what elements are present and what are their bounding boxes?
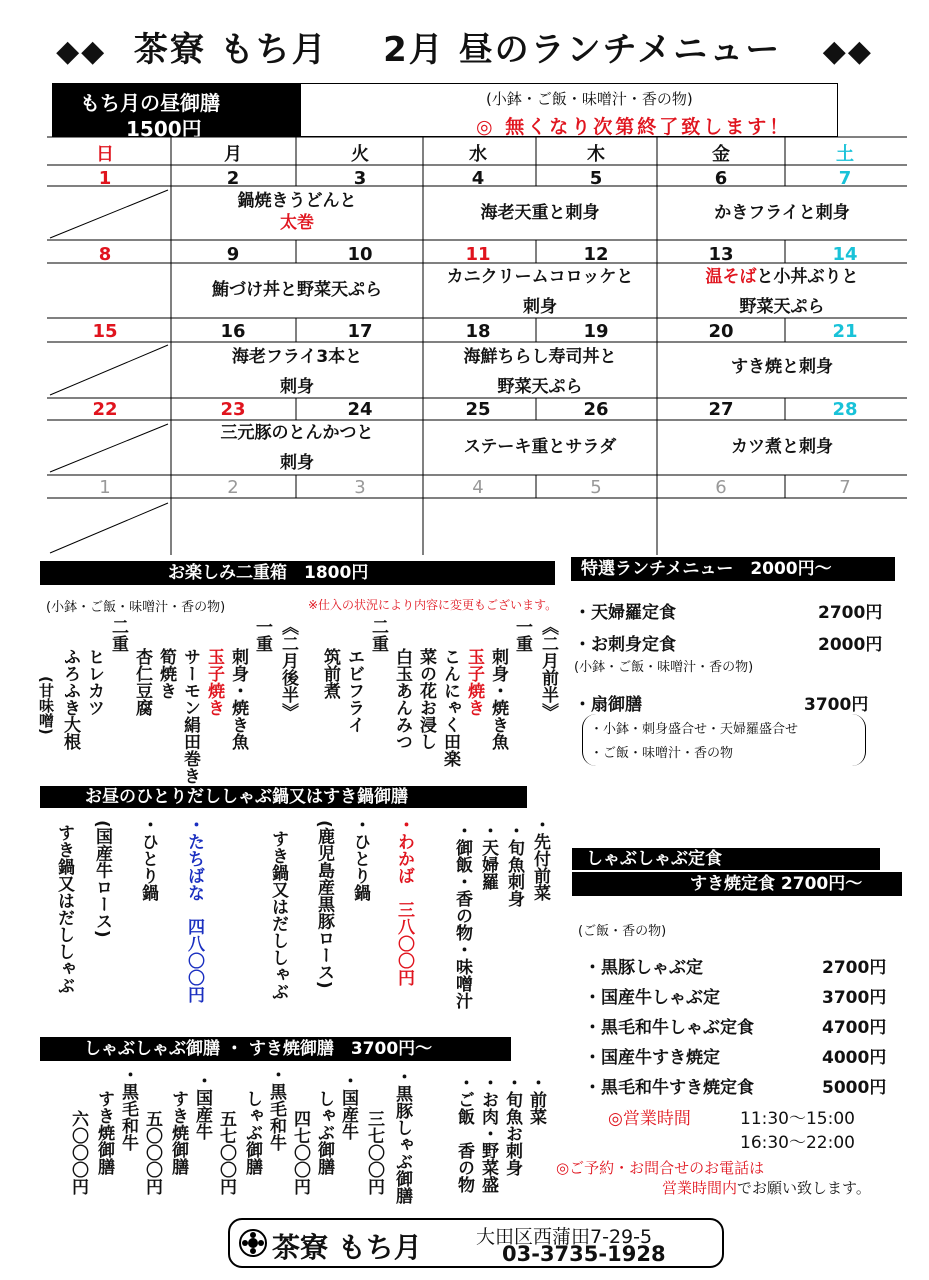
shabu-item-name: ・国産牛すき焼定 [584,1048,720,1068]
day-number: 19 [583,321,609,342]
day-number: 22 [92,399,118,420]
shabu-item-price: 2700円 [822,958,887,978]
meal-week2-monday: 鮪づけ丼と野菜天ぷら [212,280,382,300]
day-number: 1 [98,168,112,189]
weekday-mon: 月 [224,144,242,165]
jubako-note: ※仕入の状況により内容に変更もございます。 [308,598,558,612]
jubako-first-half-ni: 二重 [368,618,388,652]
jubako-item: 玉子焼き [464,648,484,716]
lunch-includes: (小鉢・ご飯・味噌汁・香の物) [486,90,693,108]
meal-line: 野菜天ぷら [739,297,825,317]
meal-week4-friday: カツ煮と刺身 [731,437,833,457]
hitori-item: ・御飯・香の物・味噌汁 [452,822,472,1009]
jubako-item: 杏仁豆腐 [132,648,152,716]
meal-line: 野菜天ぷら [497,377,583,397]
day-number: 6 [715,477,727,498]
day-number: 20 [708,321,734,342]
day-number: 9 [226,244,240,265]
hitori-item: (国産牛ロース) [92,820,112,938]
day-number: 28 [832,399,858,420]
day-number: 12 [583,244,609,265]
shabu-includes: (ご飯・香の物) [578,924,667,939]
title-diamonds-left: ◆◆ [56,34,107,69]
meal-week3-wednesday [423,342,657,402]
meal-line: 温そば [705,267,757,287]
footer-store-name [272,1226,422,1266]
hitori-title: お昼のひとりだししゃぶ鍋又はすき鍋御膳 [40,786,527,808]
footer-box [228,1218,724,1268]
hitori-item: すき鍋又はだししゃぶ [268,830,288,1000]
gozen-item: しゃぶ御膳 [314,1090,334,1175]
special-item-price: 2000円 [818,635,883,655]
jubako-item: ヒレカツ [84,648,104,716]
gozen-item: ・ご飯 香の物 [454,1074,474,1193]
day-number: 5 [590,477,602,498]
meal-line: カニクリームコロッケと [446,267,634,287]
day-number: 8 [98,244,112,265]
shabu-item-price: 4000円 [822,1048,887,1068]
jubako-item: 刺身・焼き魚 [488,648,508,750]
gozen-price: 四七〇〇円 [290,1110,310,1195]
special-item-name: ・天婦羅定食 [574,603,676,623]
jubako-includes: (小鉢・ご飯・味噌汁・香の物) [46,600,226,615]
hitori-item: (鹿児島産黒豚ロース) [314,820,334,989]
shabu-item-name: ・黒毛和牛すき焼定食 [584,1078,754,1098]
day-number: 18 [465,321,491,342]
jubako-item: 白玉あんみつ [392,648,412,750]
shabu-item-name: ・黒毛和牛しゃぶ定食 [584,1018,754,1038]
jubako-first-half-ichi: 一重 [512,618,532,652]
weekday-sat: 土 [836,144,854,165]
hitori-item: ・天婦羅 [478,822,498,890]
meal-line: 海老フライ3本と [231,347,363,367]
jubako-item: 玉子焼き [204,648,224,716]
weekday-fri: 金 [712,144,730,165]
special-ogi-note: ・小鉢・刺身盛合せ・天婦羅盛合せ [590,722,799,737]
day-number: 16 [220,321,246,342]
reserve-rest: でお願い致します。 [737,1179,871,1197]
gozen-item: すき焼御膳 [168,1090,188,1175]
jubako-item: ふろふき大根 [60,648,80,750]
hitori-item: ・ひとり鍋 [350,816,370,901]
gozen-item: ・黒毛和牛 [266,1066,286,1151]
day-number: 21 [832,321,858,342]
special-ogi-note: ・ご飯・味噌汁・香の物 [590,746,734,761]
shabu-item-price: 4700円 [822,1018,887,1038]
gozen-item: ・国産牛 [192,1072,212,1140]
footer-logo-text: 茶寮 [272,1231,329,1264]
reserve-line2 [662,1177,871,1198]
day-number: 14 [832,244,858,265]
gozen-price: 六〇〇〇円 [68,1110,88,1195]
weekday-wed: 水 [469,144,487,165]
meal-line: 刺身 [280,377,314,397]
jubako-item: 菜の花お浸し [416,648,436,750]
day-number: 7 [839,477,851,498]
meal-week1-wednesday: 海老天重と刺身 [480,203,600,223]
meal-week4-monday [171,418,423,478]
meal-line: 鍋焼きうどんと [237,191,357,211]
meal-week3-monday [171,342,423,402]
day-number: 2 [227,477,239,498]
weekday-sun: 日 [96,144,114,165]
day-number: 11 [465,244,491,265]
shabu-item-price: 5000円 [822,1078,887,1098]
shabu-item-name: ・国産牛しゃぶ定 [584,988,720,1008]
day-number: 5 [589,168,603,189]
gozen-price: 三七〇〇円 [364,1110,384,1195]
reserve-line1: ◎ご予約・お問合せのお電話は [556,1159,765,1177]
day-number: 23 [220,399,246,420]
gozen-item: すき焼御膳 [94,1090,114,1175]
hours-lunch: 11:30～15:00 [740,1109,855,1129]
day-number: 6 [714,168,728,189]
meal-line: 海鮮ちらし寿司丼と [463,347,617,367]
gozen-item: ・黒毛和牛 [118,1066,138,1151]
shabu-item-name: ・黒豚しゃぶ定 [584,958,703,978]
day-number: 17 [347,321,373,342]
jubako-first-half-label: 《二月前半》 [538,618,558,720]
special-item-price: 2700円 [818,603,883,623]
hours-label: ◎営業時間 [608,1109,691,1129]
special-item-name: ・お刺身定食 [574,635,676,655]
jubako-item: 筍焼き [156,648,176,699]
jubako-item: こんにゃく田楽 [440,648,460,767]
day-number: 13 [708,244,734,265]
day-number: 2 [226,168,240,189]
meal-line: 刺身 [280,453,314,473]
footer-phone: 03-3735-1928 [502,1242,666,1266]
lunch-notice: ◎ 無くなり次第終了致します！ [476,116,792,138]
gozen-item: ・旬魚お刺身 [502,1074,522,1176]
meal-week4-wednesday: ステーキ重とサラダ [463,437,617,457]
meal-line: 太巻 [280,213,314,233]
day-number: 1 [99,477,111,498]
jubako-item: 筑前煮 [320,648,340,699]
lunch-price: 1500円 [126,117,202,141]
jubako-item: サーモン絹田巻き [180,648,200,784]
jubako-item: 刺身・焼き魚 [228,648,248,750]
day-number: 26 [583,399,609,420]
day-number: 24 [347,399,373,420]
jubako-item: エビフライ [344,648,364,733]
day-number: 4 [472,477,484,498]
title-month: 2月 昼のランチメニュー [383,30,782,70]
gozen-title: しゃぶしゃぶ御膳 ・ すき焼御膳 3700円～ [40,1037,511,1061]
day-number: 3 [353,168,367,189]
day-number: 10 [347,244,373,265]
hours-dinner: 16:30～22:00 [740,1133,855,1153]
meal-line: 刺身 [523,297,557,317]
gozen-price: 五〇〇〇円 [142,1110,162,1195]
day-number: 3 [354,477,366,498]
hitori-wakaba: ・わかば 三八〇〇円 [394,816,414,986]
gozen-item: ・黒豚しゃぶ御膳 [392,1068,412,1204]
weekday-tue: 火 [351,144,369,165]
day-number: 25 [465,399,491,420]
gozen-item: ・前菜 [526,1074,546,1125]
footer-name-text: もち月 [337,1231,422,1264]
title-store: 茶寮 もち月 [133,30,328,70]
shabu-title-1: しゃぶしゃぶ定食 [572,848,880,870]
shabu-item-price: 3700円 [822,988,887,1008]
special-sashimi-note: (小鉢・ご飯・味噌汁・香の物) [574,660,754,675]
meal-week1-friday: かきフライと刺身 [714,203,850,223]
crest-icon [238,1228,268,1258]
meal-week1-monday [171,190,423,234]
gozen-item: ・国産牛 [338,1072,358,1140]
gozen-item: ・お肉・野菜盛 [478,1074,498,1193]
hitori-item: ・先付前菜 [530,816,550,901]
hitori-item: すき鍋又はだししゃぶ [54,824,74,994]
reserve-hours-highlight: 営業時間内 [662,1179,738,1197]
day-number: 15 [92,321,118,342]
special-ogi-price: 3700円 [804,695,869,715]
jubako-second-half-label: 《二月後半》 [278,618,298,720]
lunch-name: もち月の昼御膳 [80,91,220,115]
jubako-item: (甘味噌) [37,676,55,735]
gozen-item: しゃぶ御膳 [242,1090,262,1175]
jubako-title: お楽しみ二重箱 1800円 [40,561,555,585]
jubako-second-half-ichi: 一重 [252,618,272,652]
day-number: 4 [471,168,485,189]
meal-week2-wednesday [423,262,657,322]
footer-address: 大田区西蒲田7-29-5 [476,1226,653,1248]
meal-week2-friday [657,262,907,322]
weekday-thu: 木 [587,144,605,165]
title-diamonds-right: ◆◆ [822,34,873,69]
meal-line: と小丼ぶりと [756,267,859,287]
shabu-title-2: すき焼定食 2700円～ [572,872,902,896]
hitori-item: ・旬魚刺身 [504,822,524,907]
hitori-item: ・ひとり鍋 [138,816,158,901]
meal-line: 三元豚のとんかつと [220,423,374,443]
special-title: 特選ランチメニュー 2000円～ [571,557,895,581]
special-ogi-name: ・扇御膳 [574,695,642,715]
hitori-tachibana: ・たちばな 四八〇〇円 [184,816,204,1003]
jubako-second-half-ni: 二重 [108,618,128,652]
gozen-price: 五七〇〇円 [216,1110,236,1195]
day-number: 7 [838,168,852,189]
day-number: 27 [708,399,734,420]
meal-week3-friday: すき焼と刺身 [731,357,833,377]
